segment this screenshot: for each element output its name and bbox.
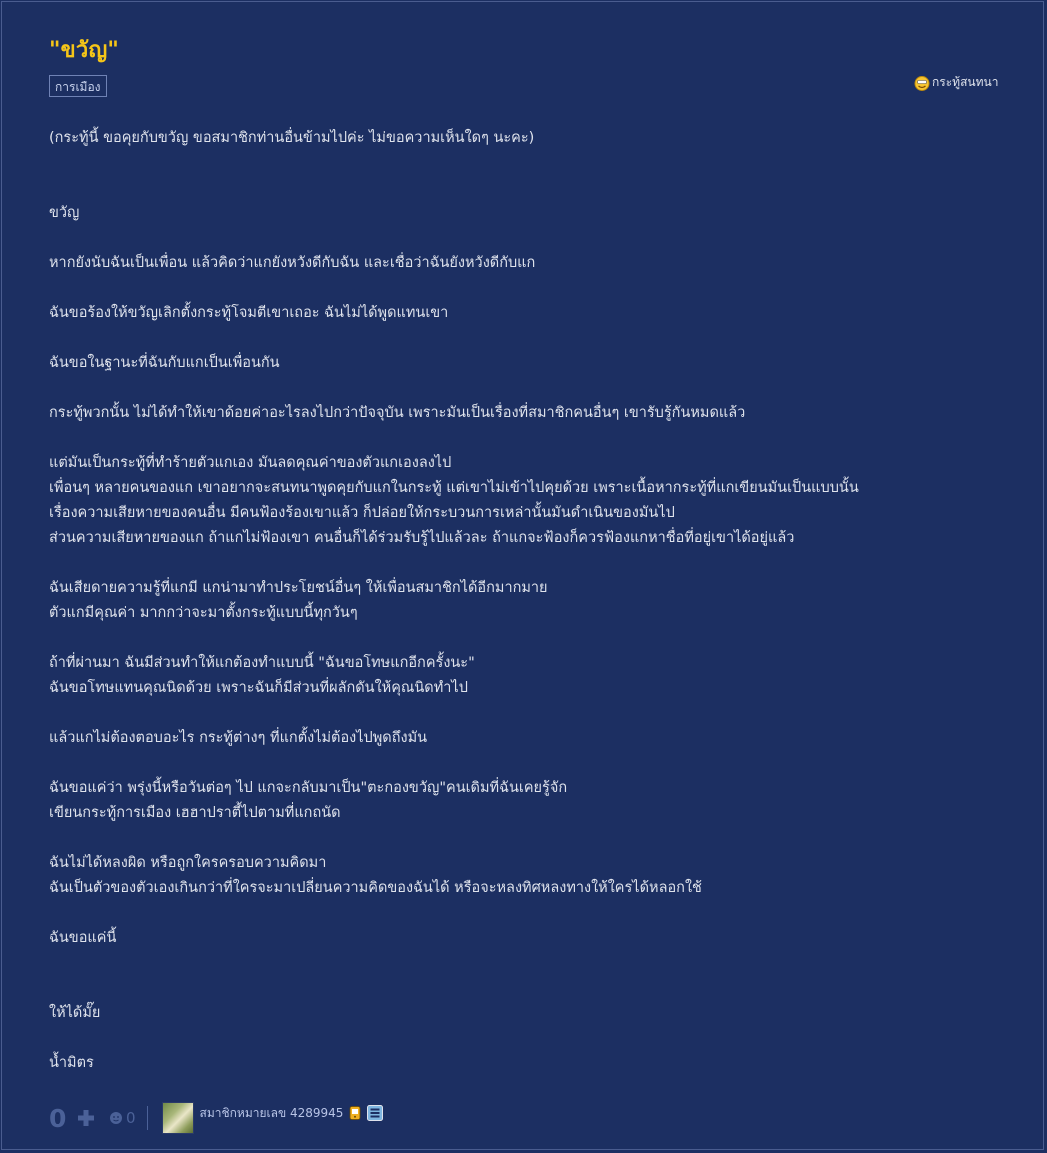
footer-divider <box>147 1106 148 1130</box>
emotion-face-icon <box>109 1111 123 1125</box>
body-line: ส่วนความเสียหายของแก ถ้าแกไม่ฟ้องเขา คนอื่นก็ได้ร่วมรับรู้ไปแล้วละ ถ้าแกจะฟ้องก็ควรฟ้องแกหาชื่อที่อยู่เขาได้อยู่แล้ว <box>49 530 795 546</box>
body-line <box>49 226 1009 251</box>
body-line <box>49 976 1009 1001</box>
topic-type-label: กระทู้สนทนา <box>932 75 999 89</box>
body-line: ขวัญ <box>49 205 80 221</box>
body-line: แล้วแกไม่ต้องตอบอะไร กระทู้ต่างๆ ที่แกตั้งไม่ต้องไปพูดถึงมัน <box>49 730 428 746</box>
body-line: ฉันขอแค่นี้ <box>49 930 117 946</box>
emotion-count: 0 <box>126 1109 136 1127</box>
topic-footer <box>49 1100 383 1136</box>
body-line: ฉันขอในฐานะที่ฉันกับแกเป็นเพื่อนกัน <box>49 355 280 371</box>
body-line <box>49 151 1009 176</box>
body-line <box>49 551 1009 576</box>
body-line: แต่มันเป็นกระทู้ที่ทำร้ายตัวแกเอง มันลดคุณค่าของตัวแกเองลงไป <box>49 455 452 471</box>
topic-type-badge <box>914 73 998 92</box>
body-line <box>49 1026 1009 1051</box>
body-line: ฉันขอร้องให้ขวัญเลิกตั้งกระทู้โจมตีเขาเถอะ ฉันไม่ได้พูดแทนเขา <box>49 305 449 321</box>
body-line <box>49 826 1009 851</box>
body-line: (กระทู้นี้ ขอคุยกับขวัญ ขอสมาชิกท่านอื่นข้ามไปค่ะ ไม่ขอความเห็นใดๆ นะคะ) <box>49 130 535 146</box>
mobile-icon <box>348 1106 362 1120</box>
body-line <box>49 626 1009 651</box>
tag-politics[interactable]: การเมือง <box>49 75 107 97</box>
body-line: ตัวแกมีคุณค่า มากกว่าจะมาตั้งกระทู้แบบนี้ทุกวันๆ <box>49 605 358 621</box>
body-line: น้ำมิตร <box>49 1055 94 1071</box>
body-line: ฉันขอแค่ว่า พรุ่งนี้หรือวันต่อๆ ไป แกจะกลับมาเป็น"ตะกองขวัญ"คนเดิมที่ฉันเคยรู้จัก <box>49 780 568 796</box>
body-line: ถ้าที่ผ่านมา ฉันมีส่วนทำให้แกต้องทำแบบนี้ "ฉันขอโทษแกอีกครั้งนะ" <box>49 655 475 671</box>
body-line <box>49 326 1009 351</box>
body-line <box>49 901 1009 926</box>
body-line <box>49 701 1009 726</box>
member-info-icon[interactable] <box>367 1105 383 1121</box>
emotion-button[interactable] <box>109 1109 136 1127</box>
body-line: เพื่อนๆ หลายคนของแก เขาอยากจะสนทนาพูดคุยกับแกในกระทู้ แต่เขาไม่เข้าไปคุยด้วย เพราะเนื้อหากระทู้ที่แกเขียนมันเป็นแบบนั้น <box>49 480 859 496</box>
body-line: ฉันขอโทษแทนคุณนิดด้วย เพราะฉันก็มีส่วนที่ผลักดันให้คุณนิดทำไป <box>49 680 468 696</box>
topic-title: "ขวัญ" <box>49 38 120 63</box>
body-line <box>49 376 1009 401</box>
avatar[interactable] <box>162 1102 194 1134</box>
plus-icon <box>76 1108 96 1128</box>
body-line <box>49 276 1009 301</box>
body-line: กระทู้พวกนั้น ไม่ได้ทำให้เขาด้อยค่าอะไรลงไปกว่าปัจจุบัน เพราะมันเป็นเรื่องที่สมาชิกคนอื่นๆ เขารับรู้กันหมดแล้ว <box>49 405 746 421</box>
body-line: เขียนกระทู้การเมือง เฮฮาปราตี้ไปตามที่แกถนัด <box>49 805 341 821</box>
body-line: ฉันไม่ได้หลงผิด หรือถูกใครครอบความคิดมา <box>49 855 327 871</box>
vote-plus-button[interactable] <box>73 1105 99 1131</box>
body-line: ฉันเป็นตัวของตัวเองเกินกว่าที่ใครจะมาเปลี่ยนความคิดของฉันได้ หรือจะหลงทิศหลงทางให้ใครได้หลอกใช้ <box>49 880 702 896</box>
body-line: ให้ได้มั๊ย <box>49 1005 101 1021</box>
chat-smiley-icon <box>914 75 930 91</box>
member-name-link[interactable]: สมาชิกหมายเลข 4289945 <box>199 1105 344 1120</box>
body-line <box>49 426 1009 451</box>
body-line: หากยังนับฉันเป็นเพื่อน แล้วคิดว่าแกยังหวังดีกับฉัน และเชื่อว่าฉันยังหวังดีกับแก <box>49 255 536 271</box>
body-line: เรื่องความเสียหายของคนอื่น มีคนฟ้องร้องเขาแล้ว ก็ปล่อยให้กระบวนการเหล่านั้นมันดำเนินของมันไป <box>49 505 675 521</box>
topic-container <box>1 1 1044 1150</box>
vote-count: 0 <box>49 1103 67 1133</box>
topic-body <box>49 126 1009 1076</box>
body-line <box>49 751 1009 776</box>
body-line <box>49 176 1009 201</box>
body-line: ฉันเสียดายความรู้ที่แกมี แกน่ามาทำประโยชน์อื่นๆ ให้เพื่อนสมาชิกได้อีกมากมาย <box>49 580 548 596</box>
body-line <box>49 951 1009 976</box>
